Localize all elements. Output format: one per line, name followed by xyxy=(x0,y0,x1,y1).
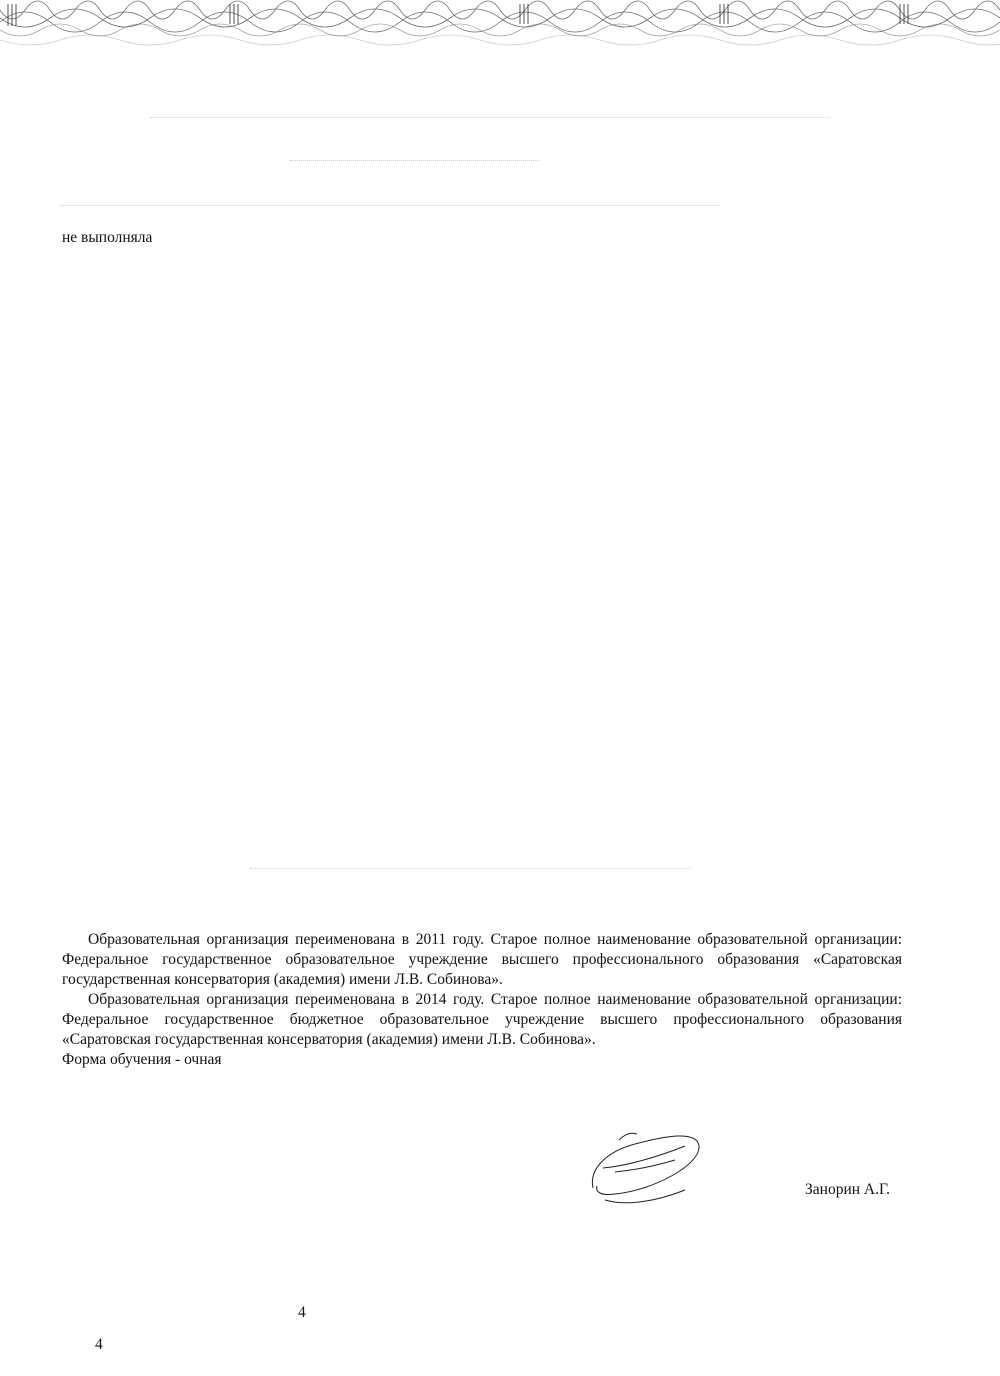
signer-name: Занорин А.Г. xyxy=(805,1181,891,1198)
notes-section xyxy=(62,930,902,1070)
blank-form-line xyxy=(150,117,830,119)
page-number-upper: 4 xyxy=(298,1304,306,1321)
rename-note-2011: Образовательная организация переименована в 2011 году. Старое полное наименование образовательной организации: Федеральное государственное образовательное учреждение высшего профессионального образования «Саратовская государственная консерватория (академия) имени Л.В. Собинова». xyxy=(62,931,902,988)
rename-note-2014: Образовательная организация переименована в 2014 году. Старое полное наименование образовательной организации: Федеральное государственное бюджетное образовательное учреждение высшего профессионального образования «Саратовская государственная консерватория (академия) имени Л.В. Собинова». xyxy=(62,991,902,1048)
statement-text: не выполняла xyxy=(62,229,153,246)
guilloche-border-ornament xyxy=(0,0,1000,60)
handwritten-signature xyxy=(585,1120,710,1215)
blank-form-line xyxy=(60,205,720,207)
blank-form-line xyxy=(290,160,540,162)
form-of-study: Форма обучения - очная xyxy=(62,1051,222,1068)
blank-form-line xyxy=(250,868,690,870)
page-number-lower: 4 xyxy=(95,1336,103,1353)
